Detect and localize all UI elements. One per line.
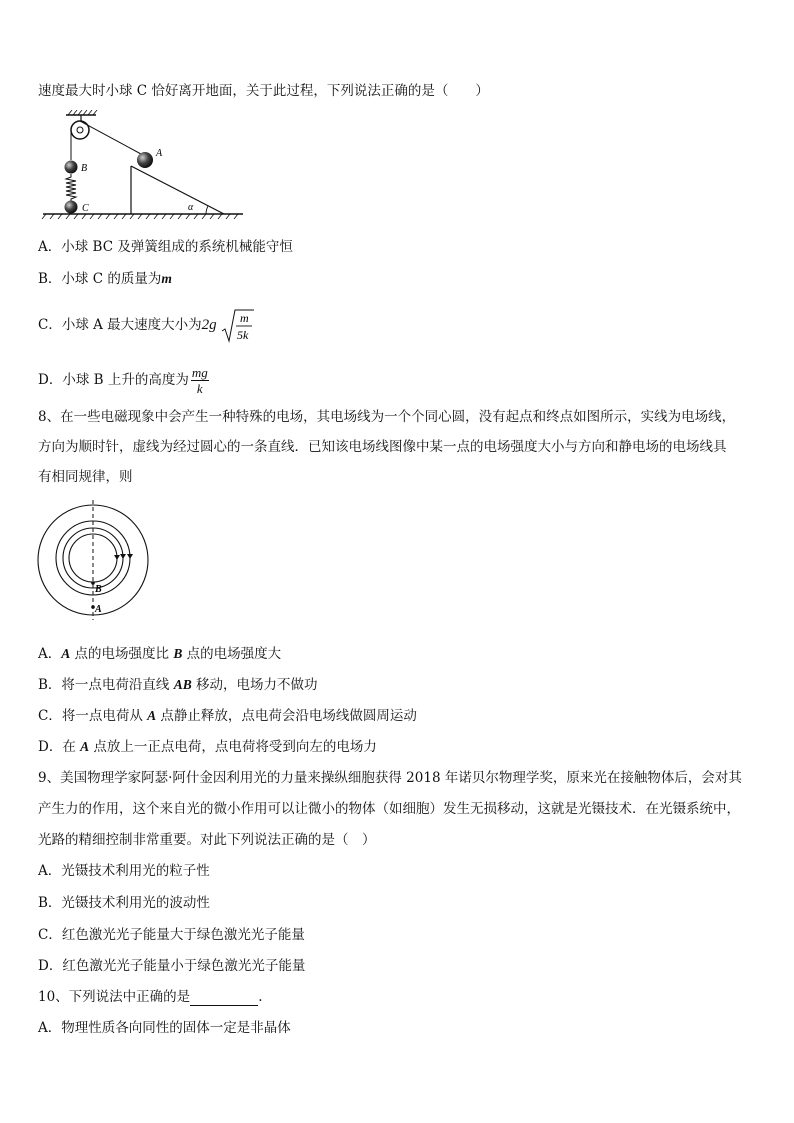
q7-option-b-text: B．小球 C 的质量为 — [38, 271, 162, 287]
q7-stem: 速度最大时小球 C 恰好离开地面，关于此过程，下列说法正确的是（ ） — [38, 83, 489, 99]
q7-c-den: 5k — [236, 327, 249, 342]
q8-a-part1: A． — [38, 646, 62, 662]
q8-a-part3: 点的电场强度比 — [70, 646, 174, 662]
q8-a-part2: A — [61, 646, 71, 661]
q7-option-d-frac — [191, 365, 209, 396]
label-b: B — [81, 163, 88, 174]
q7-option-d — [38, 362, 209, 398]
q7-option-c-sqrt — [221, 306, 255, 345]
q7-option-c-text: C．小球 A 最大速度大小为 — [38, 317, 202, 333]
q8-a-part5: 点的电场强度大 — [182, 646, 282, 662]
q9-stem-line1: 9、美国物理学家阿瑟·阿什金因利用光的力量来操纵细胞获得 2018 年诺贝尔物理学奖，原来光在接触物体后，会对其 — [38, 770, 742, 786]
q8-d-part1: D．在 — [38, 739, 81, 755]
label-alpha: α — [188, 202, 194, 213]
q9-option-a: A．光镊技术利用光的粒子性 — [38, 863, 210, 879]
q8-a-part4: B — [173, 646, 183, 661]
q8-d-part2: A — [80, 739, 90, 754]
q8-b-part3: 移动，电场力不做功 — [191, 677, 318, 693]
q8-stem-line1: 8、在一些电磁现象中会产生一种特殊的电场，其电场线为一个个同心圆，没有起点和终点如图所示，实线为电场线， — [38, 409, 736, 425]
q7-d-den: k — [196, 381, 203, 396]
ball-c — [65, 201, 78, 214]
q7-option-c-coef: 2g — [201, 317, 217, 333]
q10-answer-blank[interactable] — [190, 991, 258, 1006]
q9-stem-line2: 产生力的作用，这个来自光的微小作用可以让微小的物体（如细胞）发生无损移动，这就是光镊技术．在光镊系统中， — [38, 801, 740, 817]
q10-stem — [38, 988, 262, 1006]
q8-stem-line2: 方向为顺时针，虚线为经过圆心的一条直线．已知该电场线图像中某一点的电场强度大小与方向和静电场的电场线具 — [38, 439, 727, 455]
label-c: C — [82, 203, 89, 214]
q9-option-b: B．光镊技术利用光的波动性 — [38, 895, 210, 911]
q8-option-a — [38, 645, 281, 663]
q8-option-d — [38, 738, 377, 756]
q9-stem-line3: 光路的精细控制非常重要。对此下列说法正确的是（ ） — [38, 832, 376, 848]
spring — [66, 174, 76, 201]
q8-figure — [36, 500, 156, 620]
q8-d-part3: 点放上一正点电荷，点电荷将受到向左的电场力 — [89, 739, 377, 755]
q7-option-a: A．小球 BC 及弹簧组成的系统机械能守恒 — [38, 239, 293, 255]
q8-stem-line3: 有相同规律，则 — [38, 469, 133, 485]
q10-option-a: A．物理性质各向同性的固体一定是非晶体 — [38, 1020, 291, 1036]
label-a: A — [156, 148, 163, 159]
q8-c-part3: 点静止释放，点电荷会沿电场线做圆周运动 — [156, 708, 417, 724]
q8-option-c — [38, 707, 417, 725]
q8-c-part2: A — [147, 708, 157, 723]
q10-stem-text: 10、下列说法中正确的是 — [38, 989, 191, 1005]
q9-option-d: D．红色激光光子能量小于绿色激光光子能量 — [38, 958, 306, 974]
q7-option-d-text: D．小球 B 上升的高度为 — [38, 372, 189, 388]
ball-a — [137, 152, 153, 168]
q8-b-part2: AB — [173, 677, 192, 692]
q7-c-num: m — [239, 310, 249, 325]
q8-c-part1: C．将一点电荷从 — [38, 708, 148, 724]
q8-label-b: B — [95, 584, 102, 595]
q8-b-part1: B．将一点电荷沿直线 — [38, 677, 174, 693]
q7-option-b — [38, 270, 172, 288]
q7-figure — [38, 110, 248, 225]
ball-b — [65, 161, 78, 174]
q7-d-num: mg — [191, 365, 208, 380]
q7-option-b-math: m — [161, 271, 172, 286]
q10-stem-end: . — [258, 989, 263, 1005]
q8-label-a: A — [95, 604, 102, 615]
q8-option-b — [38, 676, 318, 694]
q9-option-c: C．红色激光光子能量大于绿色激光光子能量 — [38, 927, 305, 943]
q7-option-c — [38, 306, 255, 344]
